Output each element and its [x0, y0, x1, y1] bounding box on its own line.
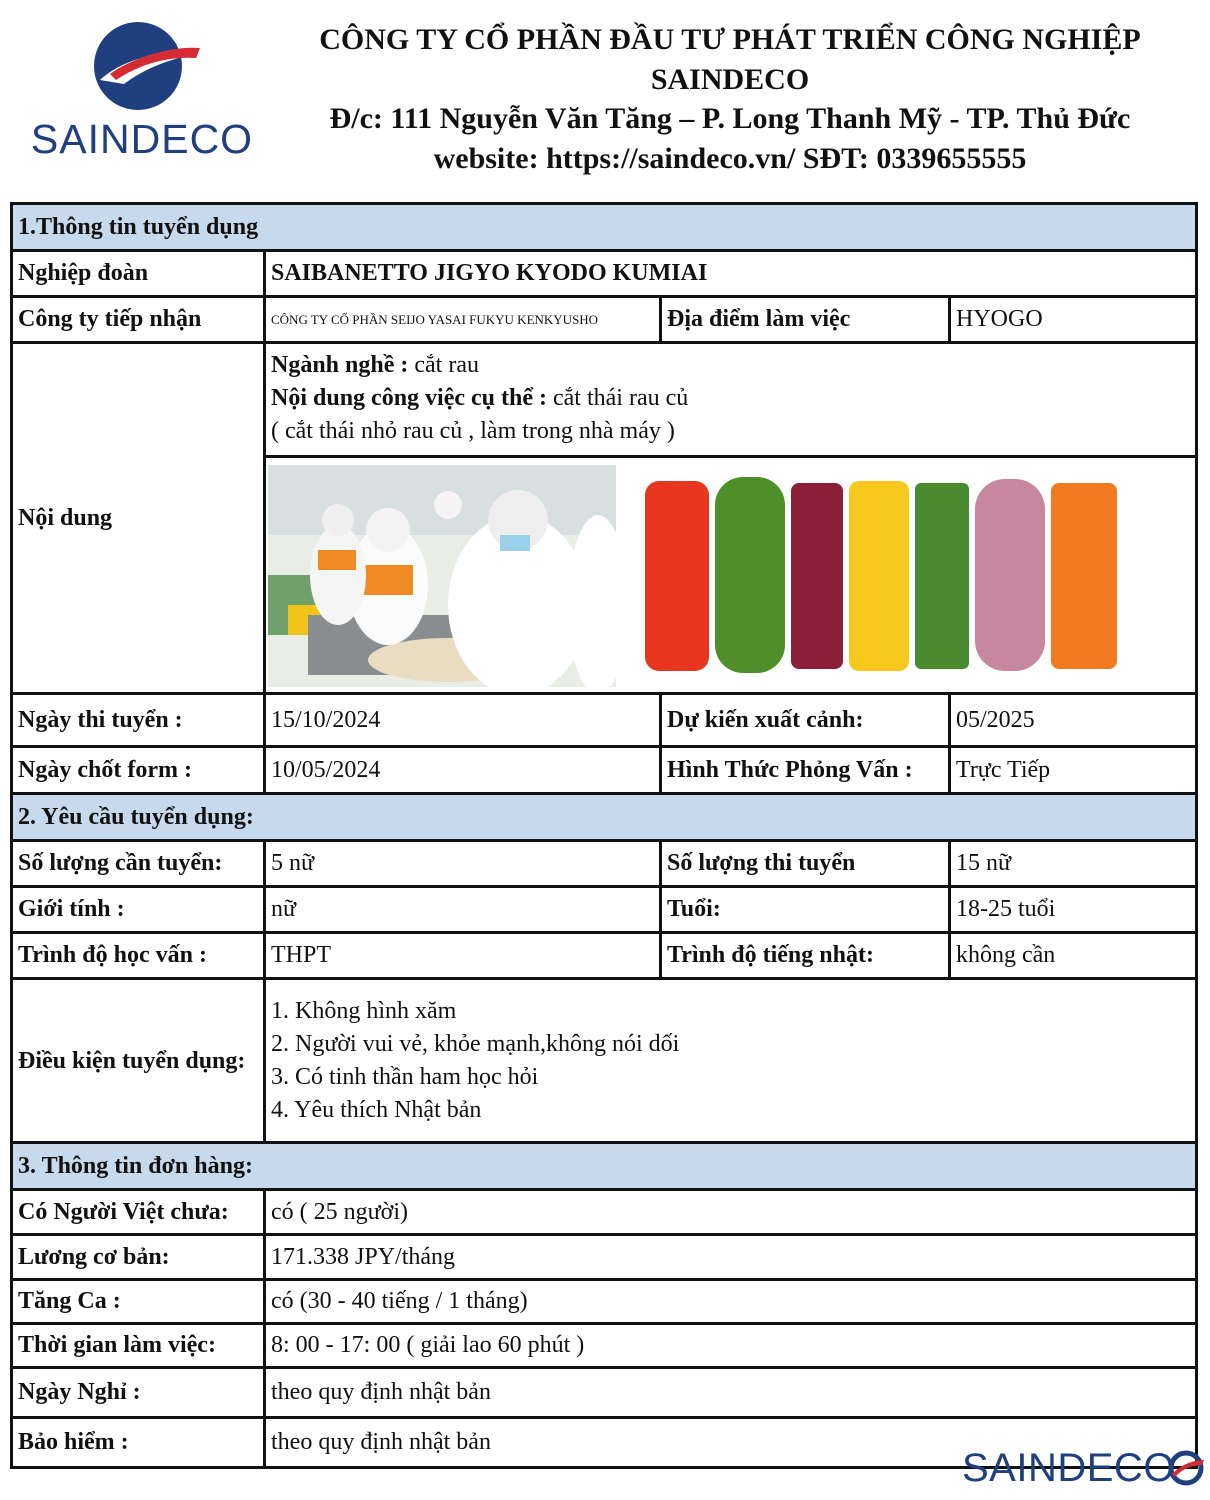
industry-value: cắt rau [408, 352, 479, 378]
insurance-value: theo quy định nhật bản [265, 1418, 1197, 1468]
photo-row [268, 465, 1191, 687]
form-close-value: 10/05/2024 [265, 747, 661, 794]
holidays-value: theo quy định nhật bản [265, 1368, 1197, 1418]
hours-value: 8: 00 - 17: 00 ( giải lao 60 phút ) [265, 1324, 1197, 1368]
section2-header-row [12, 794, 1197, 841]
list-item: 3. Có tinh thần ham học hỏi [271, 1063, 539, 1090]
table-row [12, 297, 1197, 343]
location-value: HYOGO [950, 297, 1197, 343]
education-value: THPT [265, 933, 661, 979]
table-row [12, 979, 1197, 1143]
logo-swoosh-icon [28, 18, 256, 118]
exam-date-label: Ngày thi tuyển : [12, 694, 265, 747]
company-label: Công ty tiếp nhận [12, 297, 265, 343]
exam-count-value: 15 nữ [950, 841, 1197, 887]
job-label: Nội dung công việc cụ thể : [271, 385, 547, 411]
insurance-label: Bảo hiểm : [12, 1418, 265, 1468]
quota-label: Số lượng cần tuyển: [12, 841, 265, 887]
factory-workers-photo [268, 465, 616, 687]
header-contact: website: https://saindeco.vn/ SĐT: 0339655555 [433, 141, 1027, 175]
interview-label: Hình Thức Phỏng Vấn : [661, 747, 950, 794]
header-company-name: CÔNG TY CỔ PHẦN ĐẦU TƯ PHÁT TRIỂN CÔNG NGHIỆP [319, 23, 1141, 56]
japanese-label: Trình độ tiếng nhật: [661, 933, 950, 979]
table-row [12, 887, 1197, 933]
table-row [12, 343, 1197, 457]
gender-value: nữ [265, 887, 661, 933]
content-description [265, 343, 1197, 457]
job-note: ( cắt thái nhỏ rau củ , làm trong nhà máy ) [271, 418, 675, 444]
industry-line [271, 349, 1190, 382]
table-row [12, 747, 1197, 794]
list-item: 4. Yêu thích Nhật bản [271, 1096, 482, 1123]
salary-value: 171.338 JPY/tháng [265, 1235, 1197, 1280]
interview-value: Trực Tiếp [950, 747, 1197, 794]
union-value: SAIBANETTO JIGYO KYODO KUMIAI [265, 251, 1197, 297]
list-item: 1. Không hình xăm [271, 997, 457, 1024]
header-company-short: SAINDECO [650, 62, 810, 96]
footer-logo [962, 1446, 1210, 1500]
vietnamese-label: Có Người Việt chưa: [12, 1190, 265, 1235]
exam-date-value: 15/10/2024 [265, 694, 661, 747]
company-logo [28, 18, 256, 168]
content-label: Nội dung [12, 343, 265, 694]
list-item: 2. Người vui vẻ, khỏe mạnh,không nói dối [271, 1030, 680, 1057]
table-row [12, 1368, 1197, 1418]
gender-label: Giới tính : [12, 887, 265, 933]
japanese-value: không cần [950, 933, 1197, 979]
conditions-list [265, 979, 1197, 1143]
age-value: 18-25 tuổi [950, 887, 1197, 933]
quota-value: 5 nữ [265, 841, 661, 887]
footer-logo-text: SAINDECO [962, 1446, 1175, 1490]
table-row [12, 251, 1197, 297]
table-row [12, 1324, 1197, 1368]
hours-label: Thời gian làm việc: [12, 1324, 265, 1368]
form-close-label: Ngày chốt form : [12, 747, 265, 794]
holidays-label: Ngày Nghỉ : [12, 1368, 265, 1418]
salary-label: Lương cơ bản: [12, 1235, 265, 1280]
section3-title: 3. Thông tin đơn hàng: [12, 1143, 1197, 1190]
exam-count-label: Số lượng thi tuyển [661, 841, 950, 887]
conditions-label: Điều kiện tuyển dụng: [12, 979, 265, 1143]
section3-header-row [12, 1143, 1197, 1190]
company-header [262, 20, 1198, 178]
section2-title: 2. Yêu cầu tuyển dụng: [12, 794, 1197, 841]
footer-swoosh-icon [1166, 1448, 1206, 1488]
overtime-label: Tăng Ca : [12, 1280, 265, 1324]
industry-label: Ngành nghề : [271, 352, 409, 378]
header-address: Đ/c: 111 Nguyễn Văn Tăng – P. Long Thanh Mỹ - TP. Thủ Đức [329, 102, 1131, 135]
table-row [12, 841, 1197, 887]
section1-header-row [12, 204, 1197, 251]
section1-title: 1.Thông tin tuyển dụng [12, 204, 1197, 251]
location-label: Địa điểm làm việc [661, 297, 950, 343]
table-row [12, 1235, 1197, 1280]
vietnamese-value: có ( 25 người) [265, 1190, 1197, 1235]
departure-value: 05/2025 [950, 694, 1197, 747]
overtime-value: có (30 - 40 tiếng / 1 tháng) [265, 1280, 1197, 1324]
union-label: Nghiệp đoàn [12, 251, 265, 297]
content-images [265, 457, 1197, 694]
table-row [12, 694, 1197, 747]
logo-text: SAINDECO [30, 116, 254, 162]
vegetables-photo [641, 471, 1131, 681]
job-line [271, 382, 1190, 415]
company-value: CÔNG TY CỔ PHẦN SEIJO YASAI FUKYU KENKYUSHO [265, 297, 661, 343]
table-row [12, 1280, 1197, 1324]
recruitment-table [10, 202, 1198, 1469]
job-value: cắt thái rau củ [547, 385, 689, 411]
age-label: Tuổi: [661, 887, 950, 933]
departure-label: Dự kiến xuất cảnh: [661, 694, 950, 747]
table-row [12, 933, 1197, 979]
table-row [12, 1190, 1197, 1235]
education-label: Trình độ học vấn : [12, 933, 265, 979]
